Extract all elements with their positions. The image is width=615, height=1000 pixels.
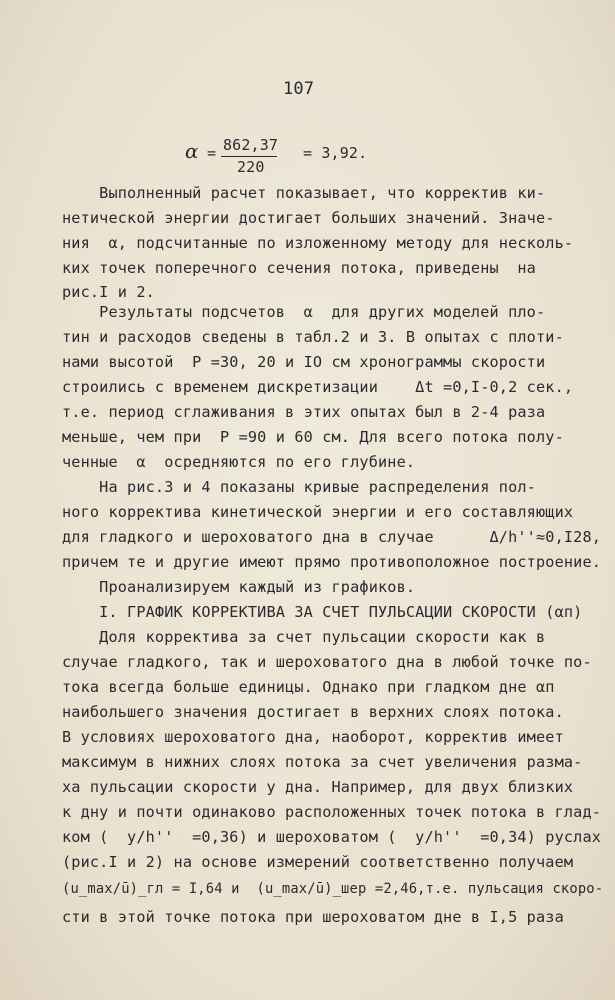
text-line: ния α, подсчитанные по изложенному методу для несколь- — [62, 234, 574, 252]
page-number: 107 — [283, 79, 315, 99]
formula-denominator: 220 — [237, 158, 265, 176]
formula-result: = 3,92. — [303, 144, 368, 162]
text-line: нами высотой P =30, 20 и IO см хронограммы скорости — [62, 353, 546, 371]
text-line: т.е. период сглаживания в этих опытах был в 2-4 раза — [62, 403, 546, 421]
formula-symbol: α — [185, 139, 199, 163]
text-line: ного корректива кинетической энергии и его составляющих — [62, 503, 574, 521]
formula-numerator: 862,37 — [223, 136, 279, 154]
text-line: случае гладкого, так и шероховатого дна в любой точке по- — [62, 653, 592, 671]
text-line: рис.I и 2. — [62, 283, 155, 301]
text-line: наибольшего значения достигает в верхних слоях потока. — [62, 703, 564, 721]
text-line: тин и расходов сведены в табл.2 и 3. В опытах с плоти- — [62, 328, 564, 346]
text-line: Доля корректива за счет пульсации скорости как в — [62, 628, 546, 646]
text-line: На рис.3 и 4 показаны кривые распределения пол- — [62, 478, 536, 496]
section-heading: I. ГРАФИК КОРРЕКТИВА ЗА СЧЕТ ПУЛЬСАЦИИ СКОРОСТИ (αп) — [62, 603, 583, 621]
text-line: ха пульсации скорости у дна. Например, для двух близких — [62, 778, 574, 796]
text-line: Проанализируем каждый из графиков. — [62, 578, 416, 596]
text-line: максимум в нижних слоях потока за счет увеличения разма- — [62, 753, 583, 771]
text-line: Результаты подсчетов α для других моделей пло- — [62, 303, 546, 321]
formula-equals: = — [207, 144, 217, 162]
text-line: сти в этой точке потока при шероховатом дне в I,5 раза — [62, 908, 564, 926]
text-line: к дну и почти одинаково расположенных точек потока в глад- — [62, 803, 602, 821]
text-line: меньше, чем при P =90 и 60 см. Для всего потока полу- — [62, 428, 564, 446]
text-line: ких точек поперечного сечения потока, приведены на — [62, 259, 536, 277]
text-line: причем те и другие имеют прямо противоположное построение. — [62, 553, 602, 571]
alpha-formula — [185, 136, 385, 176]
text-line: тока всегда больше единицы. Однако при гладком дне αп — [62, 678, 555, 696]
text-line: ком ( y/h'' =0,36) и шероховатом ( y/h'' =0,34) руслах — [62, 828, 602, 846]
text-line: для гладкого и шероховатого дна в случае Δ/h''≈0,I28, — [62, 528, 602, 546]
text-line: В условиях шероховатого дна, наоборот, корректив имеет — [62, 728, 564, 746]
text-line: (рис.I и 2) на основе измерений соответственно получаем — [62, 853, 574, 871]
text-line: (u_max/ū)_гл = I,64 и (u_max/ū)_шер =2,46,т.е. пульсация скоро- — [62, 881, 604, 897]
text-line: строились с временем дискретизации Δt =0,I-0,2 сек., — [62, 378, 574, 396]
fraction-bar — [221, 156, 277, 157]
text-line: ченные α осредняются по его глубине. — [62, 453, 416, 471]
text-line: Выполненный расчет показывает, что корректив ки- — [62, 184, 546, 202]
text-line: нетической энергии достигает больших значений. Значе- — [62, 209, 555, 227]
